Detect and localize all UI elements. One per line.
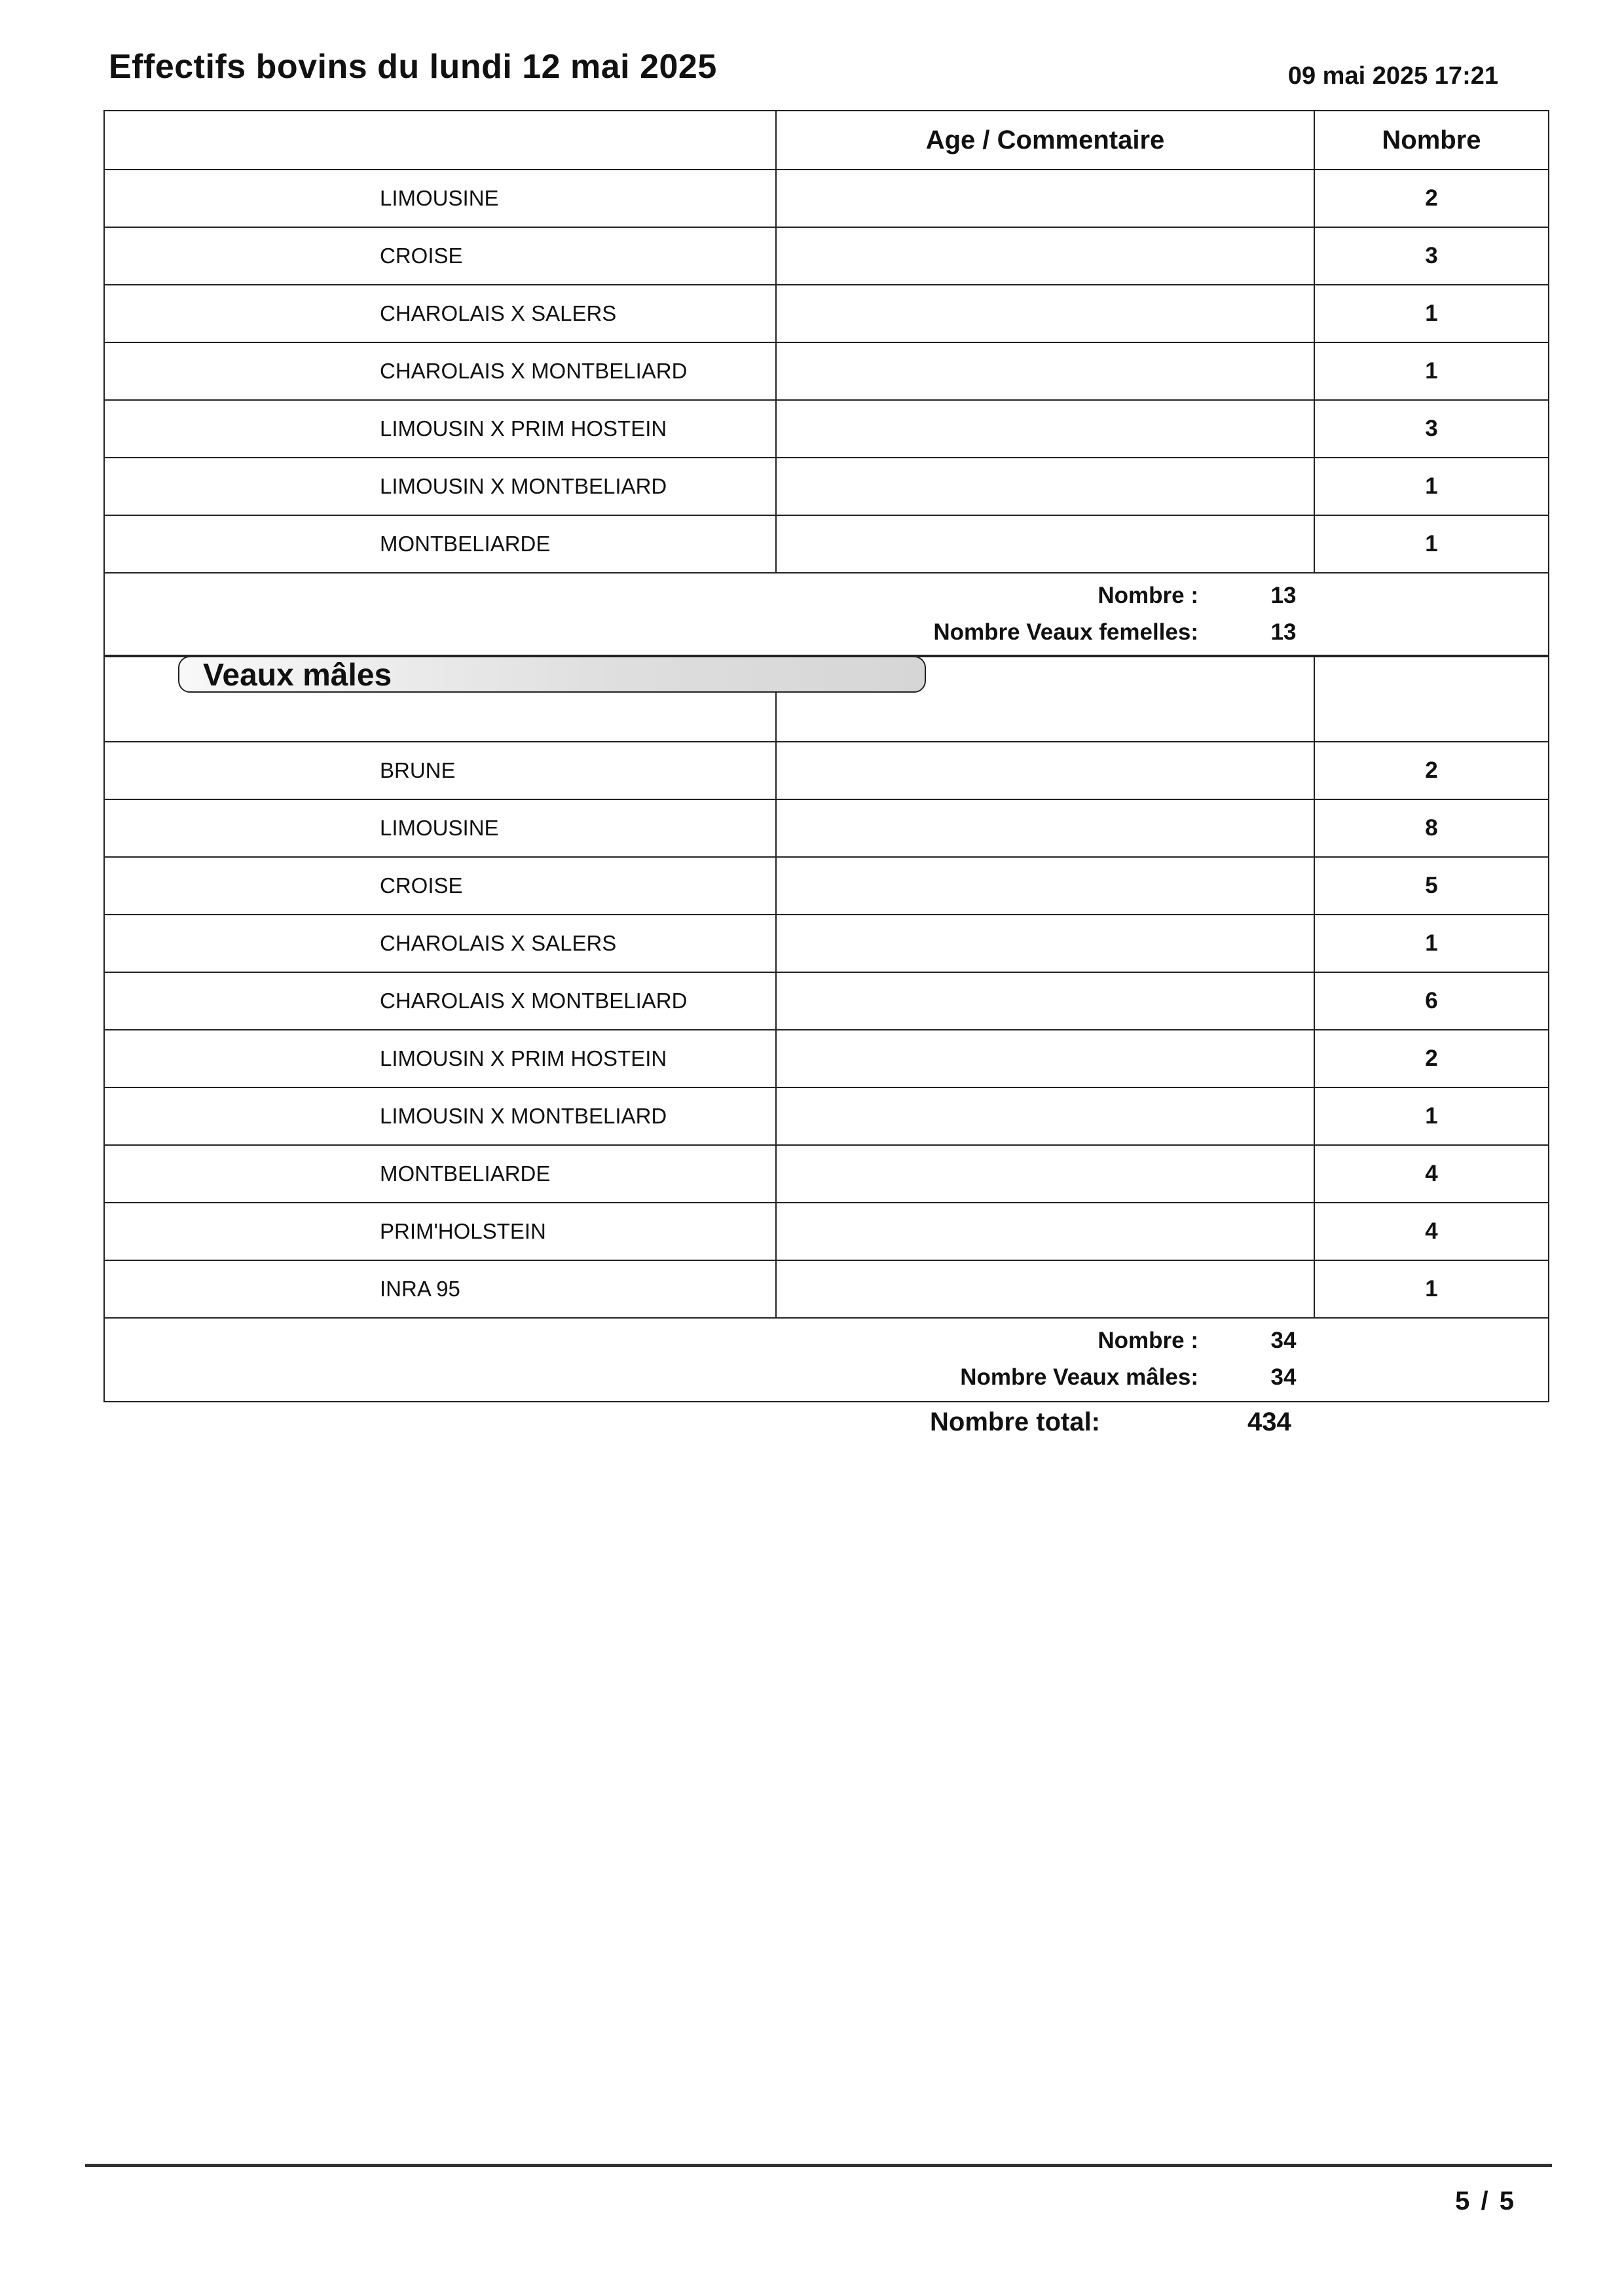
count-cell: 1: [1314, 1087, 1549, 1145]
comment-cell: [776, 1030, 1314, 1087]
male-total-label: Nombre Veaux mâles:: [960, 1364, 1198, 1390]
section-title-veaux-males: Veaux mâles: [178, 656, 926, 693]
breed-cell: LIMOUSINE: [104, 799, 776, 857]
comment-cell: [776, 227, 1314, 285]
count-cell: 6: [1314, 972, 1549, 1030]
breed-cell: CROISE: [104, 857, 776, 915]
breed-cell: CHAROLAIS X SALERS: [104, 285, 776, 342]
table-row: [104, 857, 1549, 915]
male-count-value: 34: [1270, 1328, 1297, 1353]
comment-cell: [776, 400, 1314, 458]
table-header-row: [104, 111, 1549, 170]
male-rows: [104, 742, 1549, 1318]
comment-cell: [776, 1145, 1314, 1203]
breed-cell: INRA 95: [104, 1260, 776, 1318]
breed-cell: CHAROLAIS X MONTBELIARD: [104, 342, 776, 400]
breed-cell: PRIM'HOLSTEIN: [104, 1203, 776, 1260]
female-count-value: 13: [1270, 583, 1297, 608]
female-count-label: Nombre :: [1098, 583, 1198, 608]
count-cell: 1: [1314, 458, 1549, 515]
table-row: [104, 915, 1549, 972]
table-row: [104, 742, 1549, 799]
comment-cell: [776, 1203, 1314, 1260]
comment-cell: [776, 972, 1314, 1030]
breed-cell: CROISE: [104, 227, 776, 285]
breed-cell: LIMOUSIN X MONTBELIARD: [104, 458, 776, 515]
footer-divider: [85, 2164, 1552, 2167]
count-cell: 4: [1314, 1145, 1549, 1203]
table-row: [104, 1203, 1549, 1260]
grand-total-label: Nombre total:: [930, 1408, 1100, 1436]
count-cell: 3: [1314, 400, 1549, 458]
breed-cell: CHAROLAIS X MONTBELIARD: [104, 972, 776, 1030]
table-row: [104, 1145, 1549, 1203]
count-cell: 4: [1314, 1203, 1549, 1260]
comment-cell: [776, 915, 1314, 972]
table-row: [104, 170, 1549, 227]
breed-cell: MONTBELIARDE: [104, 515, 776, 573]
count-cell: 5: [1314, 857, 1549, 915]
count-cell: 1: [1314, 342, 1549, 400]
breed-cell: MONTBELIARDE: [104, 1145, 776, 1203]
male-total-value: 34: [1270, 1364, 1297, 1390]
female-rows: [104, 170, 1549, 573]
comment-cell: [776, 342, 1314, 400]
female-calves-table: [103, 110, 1549, 657]
table-row: [104, 515, 1549, 573]
table-row: [104, 799, 1549, 857]
count-cell: 1: [1314, 515, 1549, 573]
comment-cell: [776, 857, 1314, 915]
count-cell: 1: [1314, 285, 1549, 342]
breed-cell: CHAROLAIS X SALERS: [104, 915, 776, 972]
count-cell: 2: [1314, 1030, 1549, 1087]
table-row: [104, 458, 1549, 515]
comment-cell: [776, 742, 1314, 799]
table-row: [104, 1030, 1549, 1087]
breed-cell: LIMOUSIN X MONTBELIARD: [104, 1087, 776, 1145]
table-row: [104, 400, 1549, 458]
breed-cell: LIMOUSIN X PRIM HOSTEIN: [104, 1030, 776, 1087]
breed-header-cell: [104, 111, 776, 170]
comment-cell: [776, 799, 1314, 857]
table-row: [104, 1260, 1549, 1318]
age-comment-header: Age / Commentaire: [776, 111, 1314, 170]
table-row: [104, 285, 1549, 342]
print-date: 09 mai 2025 17:21: [1287, 62, 1498, 90]
count-cell: 8: [1314, 799, 1549, 857]
table-row: [104, 1087, 1549, 1145]
count-cell: 2: [1314, 742, 1549, 799]
count-cell: 2: [1314, 170, 1549, 227]
count-cell: 1: [1314, 915, 1549, 972]
female-total-value: 13: [1270, 619, 1297, 645]
grand-total-value: 434: [1247, 1408, 1291, 1436]
comment-cell: [776, 285, 1314, 342]
female-summary-row: [104, 573, 1549, 657]
male-summary-row: [104, 1318, 1549, 1402]
comment-cell: [776, 1087, 1314, 1145]
count-header: Nombre: [1314, 111, 1549, 170]
breed-cell: LIMOUSIN X PRIM HOSTEIN: [104, 400, 776, 458]
female-total-label: Nombre Veaux femelles:: [933, 619, 1198, 645]
male-calves-table: [103, 655, 1549, 1402]
page-number: 5 / 5: [1455, 2187, 1514, 2215]
count-cell: 1: [1314, 1260, 1549, 1318]
breed-cell: BRUNE: [104, 742, 776, 799]
breed-cell: LIMOUSINE: [104, 170, 776, 227]
table-row: [104, 342, 1549, 400]
page-title: Effectifs bovins du lundi 12 mai 2025: [109, 48, 717, 86]
table-row: [104, 972, 1549, 1030]
comment-cell: [776, 515, 1314, 573]
male-count-label: Nombre :: [1098, 1328, 1198, 1353]
comment-cell: [776, 170, 1314, 227]
comment-cell: [776, 458, 1314, 515]
count-cell: 3: [1314, 227, 1549, 285]
table-row: [104, 227, 1549, 285]
comment-cell: [776, 1260, 1314, 1318]
